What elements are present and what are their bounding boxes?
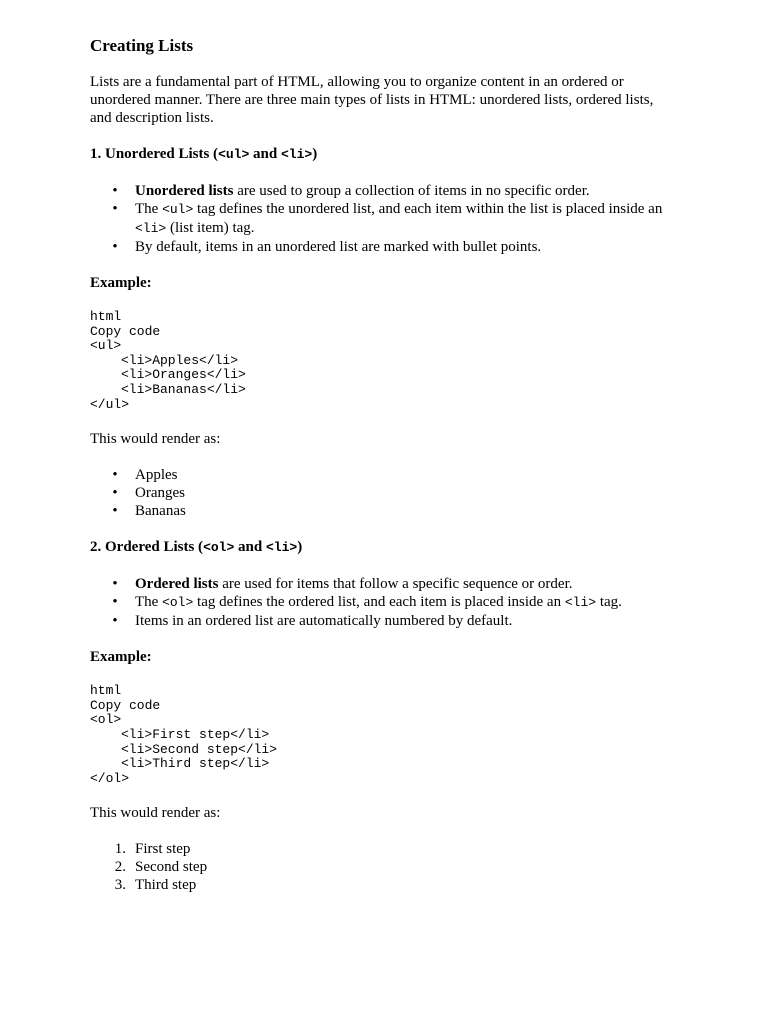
code-line: <li>Bananas</li> [121,381,246,397]
bullet-icon: • [112,613,118,630]
list-item: • Apples [90,466,678,484]
bullet-icon: • [112,485,118,502]
bullet-icon: • [112,594,118,611]
list-number: 1. [114,841,126,858]
list-item: 3. Third step [90,876,678,894]
code-line: <li>Second step</li> [121,741,278,757]
code-block [90,684,678,786]
render-label: This would render as: [90,431,221,448]
list-item: • The <ul> tag defines the unordered list, and each item within the list is placed inside an <li> (list item) tag. [90,200,678,238]
code-line: <ol> [90,712,122,728]
copy-code-button[interactable]: Copy code [90,697,161,713]
code-block [90,310,678,412]
code-line: <li>Oranges</li> [121,367,246,383]
list-item: • Items in an ordered list are automatically numbered by default. [90,612,678,630]
list-number: 2. [114,859,126,876]
section-heading-ordered: 2. Ordered Lists (<ol> and <li>) [90,539,303,556]
list-item: • Oranges [90,484,678,502]
rendered-unordered-list [90,466,678,520]
bullet-icon: • [112,239,118,255]
bullet-icon: • [112,201,118,217]
ordered-description-list [90,575,678,630]
example-label: Example: [90,649,152,666]
code-line: <li>First step</li> [121,726,270,742]
list-number: 3. [114,877,126,894]
bullet-icon: • [112,183,118,199]
list-item: • The <ol> tag defines the ordered list, and each item is placed inside an <li> tag. [90,593,678,612]
code-line: <li>Apples</li> [121,352,239,368]
bullet-icon: • [112,576,118,593]
code-language-label: html [90,683,122,699]
code-language-label: html [90,309,122,324]
render-label: This would render as: [90,805,221,822]
copy-code-button[interactable]: Copy code [90,323,161,339]
list-item: • By default, items in an unordered list are marked with bullet points. [90,238,678,256]
list-item: 1. First step [90,840,678,858]
rendered-ordered-list [90,840,678,894]
list-item: • Ordered lists are used for items that follow a specific sequence or order. [90,575,678,593]
code-line: </ul> [90,396,130,412]
intro-paragraph: Lists are a fundamental part of HTML, allowing you to organize content in an ordered or unordered manner. There are three main types of lists in HTML: unordered lists, ordered lists, and description lists. [90,74,654,126]
bullet-icon: • [112,467,118,484]
page-title: Creating Lists [90,36,194,55]
unordered-description-list [90,182,678,256]
example-label: Example: [90,275,152,291]
section-heading-unordered: 1. Unordered Lists (<ul> and <li>) [90,146,318,162]
code-line: </ol> [90,770,130,786]
list-item: • Bananas [90,502,678,520]
bullet-icon: • [112,503,118,520]
list-item: • Unordered lists are used to group a collection of items in no specific order. [90,182,678,200]
code-line: <ul> [90,338,122,354]
list-item: 2. Second step [90,858,678,876]
code-line: <li>Third step</li> [121,756,270,772]
